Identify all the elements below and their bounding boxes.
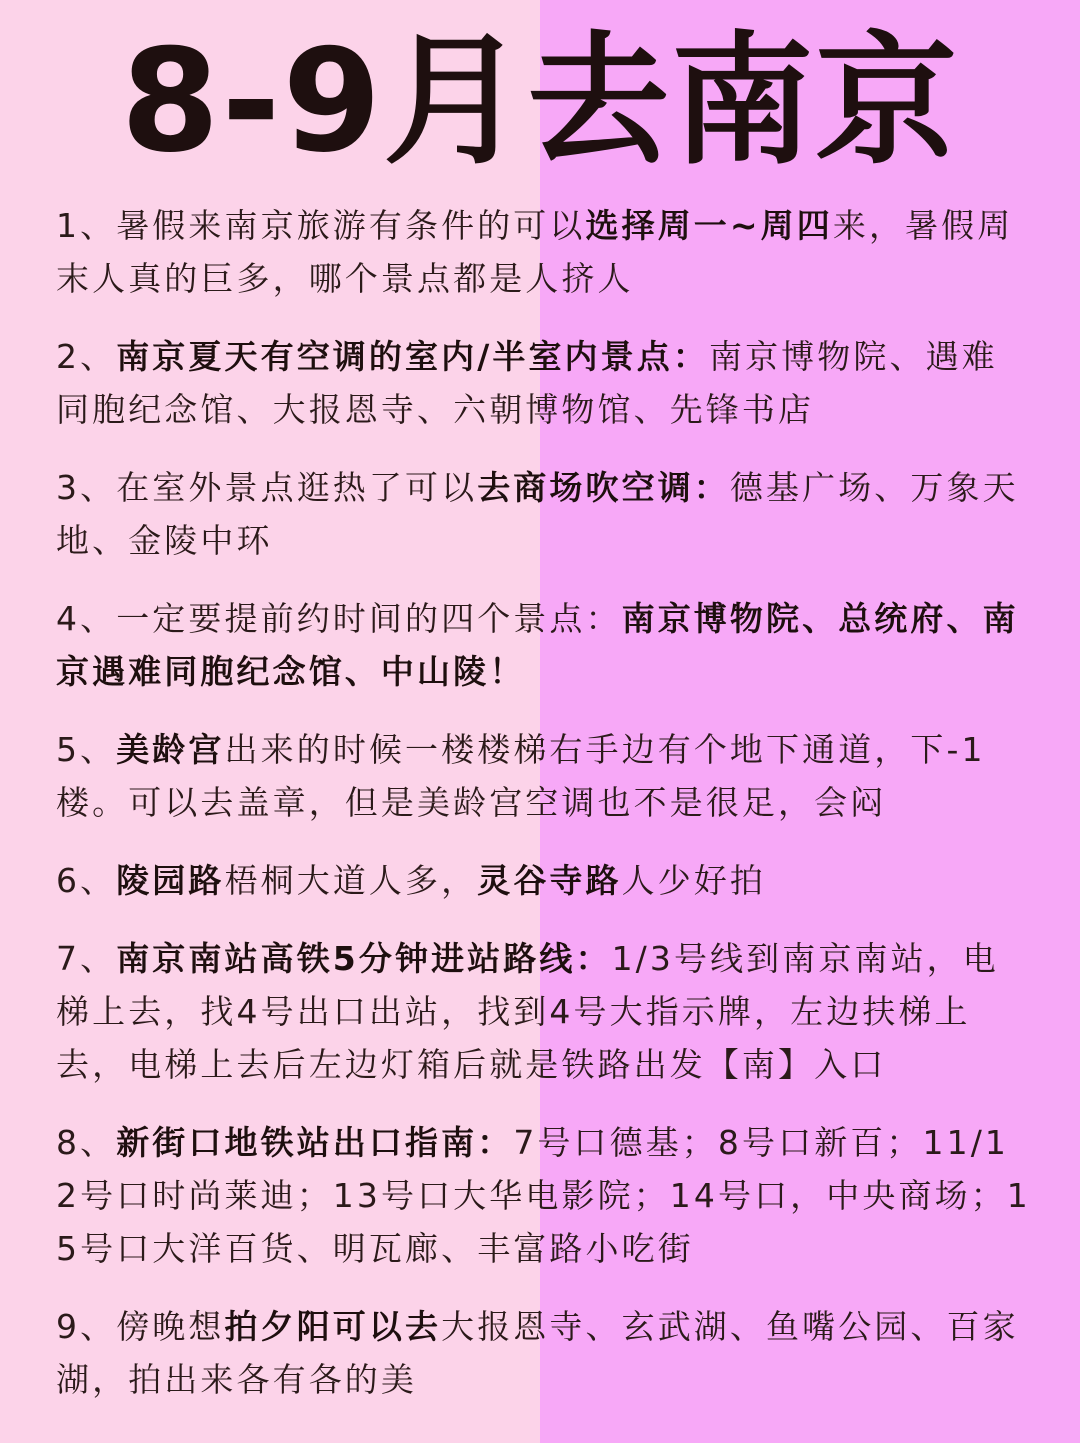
tip-highlight: 灵谷寺路 (477, 861, 622, 900)
tip-text: 8、 (56, 1123, 117, 1162)
tip-text: 7号口德基；8号口新百；11/12号口时尚莱迪；13号口大华电影院；14号口，中央商场；15号口大洋百货、明瓦廊、丰富路小吃街 (56, 1123, 1031, 1268)
tip-item-3 (56, 461, 1031, 567)
tips-list (56, 199, 1031, 1431)
tip-text: 2、 (56, 337, 117, 376)
tip-highlight: 南京博物院、总统府、南京遇难同胞纪念馆、中山陵！ (56, 599, 1019, 691)
tip-text: 6、 (56, 861, 117, 900)
tip-text: 来，暑假周末人真的巨多，哪个景点都是人挤人 (56, 206, 1014, 298)
tip-highlight: 美龄宫 (116, 730, 225, 769)
tip-highlight: 拍夕阳可以去 (224, 1307, 442, 1346)
tip-text: 德基广场、万象天地、金陵中环 (56, 468, 1019, 560)
tip-text: 大报恩寺、玄武湖、鱼嘴公园、百家湖，拍出来各有各的美 (56, 1307, 1019, 1399)
tip-item-9 (56, 1300, 1031, 1406)
tip-highlight: 去商场吹空调： (477, 468, 730, 507)
tip-item-5 (56, 723, 1031, 829)
tip-text: 1、暑假来南京旅游有条件的可以 (56, 206, 586, 245)
tip-text: 3、在室外景点逛热了可以 (56, 468, 478, 507)
tip-text: 人少好拍 (621, 861, 767, 900)
tip-text: 梧桐大道人多， (224, 861, 478, 900)
tip-text: 南京博物院、遇难同胞纪念馆、大报恩寺、六朝博物馆、先锋书店 (56, 337, 998, 429)
tip-item-7 (56, 932, 1031, 1091)
tip-highlight: 陵园路 (116, 861, 225, 900)
tip-text: 1/3号线到南京南站，电梯上去，找4号出口出站，找到4号大指示牌，左边扶梯上去，电梯上去后左边灯箱后就是铁路出发【南】入口 (56, 939, 999, 1084)
page-title: 8-9月去南京 (120, 19, 960, 184)
tip-item-8 (56, 1116, 1031, 1275)
tip-item-4 (56, 592, 1031, 698)
tip-highlight: 新街口地铁站出口指南： (116, 1123, 514, 1162)
tip-text: 4、一定要提前约时间的四个景点： (56, 599, 622, 638)
tip-item-2 (56, 330, 1031, 436)
tip-item-1 (56, 199, 1031, 305)
tip-highlight: 选择周一~周四 (585, 206, 833, 245)
tip-text: 5、 (56, 730, 117, 769)
tip-text: 7、 (56, 939, 117, 978)
tip-text: 出来的时候一楼楼梯右手边有个地下通道，下-1楼。可以去盖章，但是美龄宫空调也不是很足，会闷 (56, 730, 986, 822)
tip-item-6 (56, 854, 1031, 907)
tip-highlight: 南京夏天有空调的室内/半室内景点： (116, 337, 709, 376)
tip-highlight: 南京南站高铁5分钟进站路线： (116, 939, 612, 978)
tip-text: 9、傍晚想 (56, 1307, 225, 1346)
